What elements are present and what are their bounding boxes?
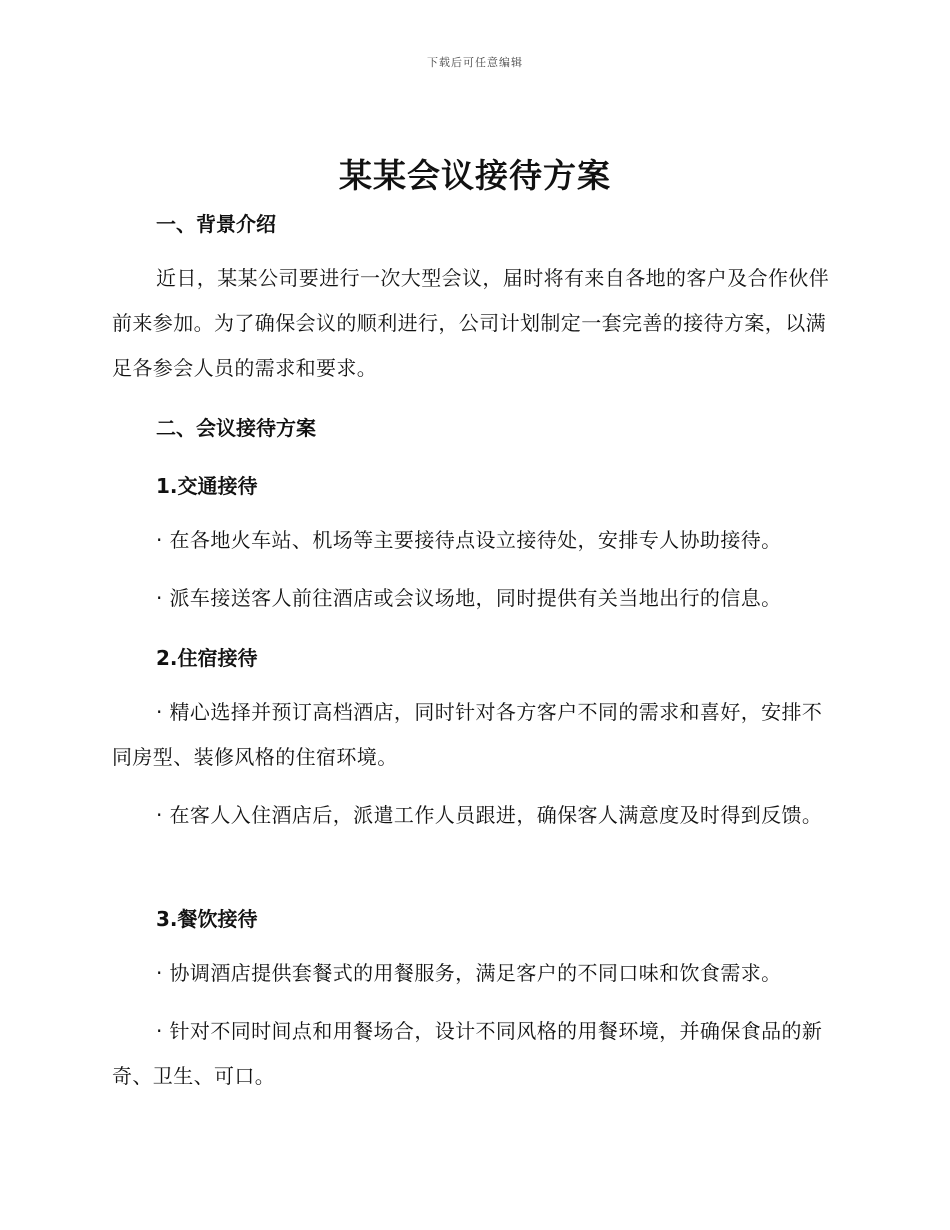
- catering-item-2: · 针对不同时间点和用餐场合，设计不同风格的用餐环境，并确保食品的新奇、卫生、可口。: [112, 1019, 823, 1088]
- section-heading-reception-plan: 二、会议接待方案: [156, 416, 316, 440]
- catering-item-1: · 协调酒店提供套餐式的用餐服务，满足客户的不同口味和饮食需求。: [156, 961, 782, 985]
- background-paragraph: 近日，某某公司要进行一次大型会议，届时将有来自各地的客户及合作伙伴前来参加。为了确保会议的顺利进行，公司计划制定一套完善的接待方案，以满足各参会人员的需求和要求。: [112, 266, 830, 380]
- transport-item-1: · 在各地火车站、机场等主要接待点设立接待处，安排专人协助接待。: [156, 528, 782, 552]
- subsection-heading-transport: 1.交通接待: [156, 474, 258, 498]
- accommodation-item-1: · 精心选择并预订高档酒店，同时针对各方客户不同的需求和喜好，安排不同房型、装修风格的住宿环境。: [112, 700, 823, 769]
- subsection-heading-accommodation: 2.住宿接待: [156, 646, 258, 670]
- section-heading-background: 一、背景介绍: [156, 212, 276, 236]
- subsection-heading-catering: 3.餐饮接待: [156, 907, 258, 931]
- document-title: 某某会议接待方案: [339, 156, 611, 195]
- header-note: 下载后可任意编辑: [427, 56, 523, 69]
- transport-item-2: · 派车接送客人前往酒店或会议场地，同时提供有关当地出行的信息。: [156, 586, 782, 610]
- accommodation-item-2: · 在客人入住酒店后，派遣工作人员跟进，确保客人满意度及时得到反馈。: [156, 803, 823, 827]
